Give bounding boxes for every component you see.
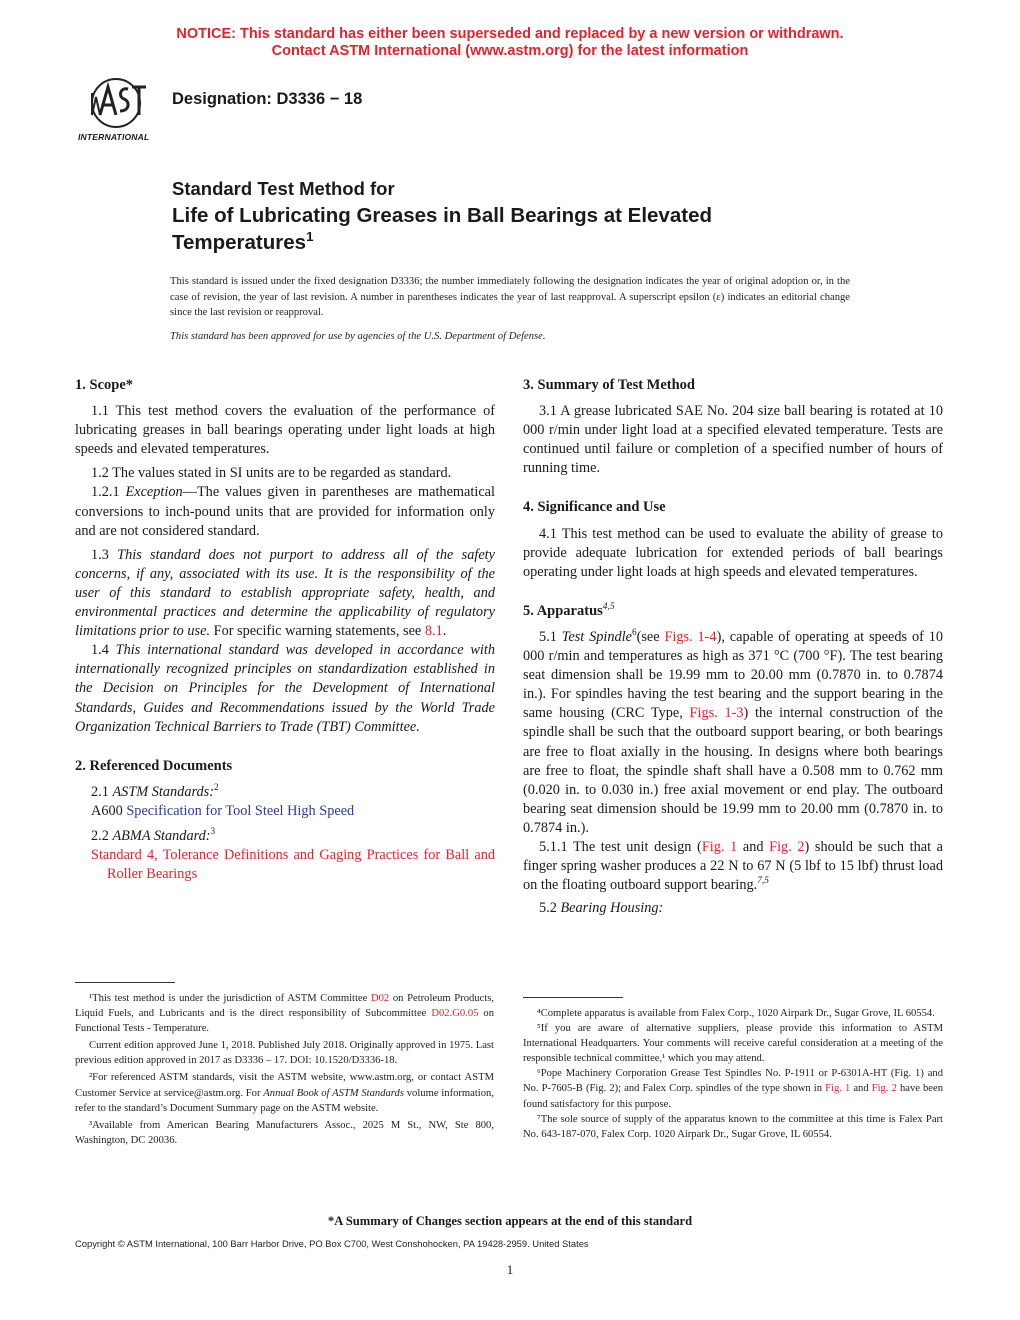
footnotes-left [75, 991, 494, 1148]
footnote-6-b: have been found satisfactory for this purpose. [523, 1083, 944, 1110]
para-1-1: 1.1 This test method covers the evaluation of the performance of lubricating greases in ball bearings operating under light loads at high speeds and elevated temperatures. [75, 403, 495, 458]
para-3-1: 3.1 A grease lubricated SAE No. 204 size ball bearing is rotated at 10 000 r/min under light load at a specified elevated temperature. Tests are continued until failure or completion of a specified number of hours of running time. [523, 403, 943, 477]
footnote-2-book: Annual Book of ASTM Standards [263, 1087, 404, 1099]
right-column [523, 376, 943, 918]
para-4-1: 4.1 This test method can be used to evaluate the ability of grease to provide adequate lubrication for extended periods of ball bearings operating under light loads at high speeds and elevated temperatures. [523, 525, 943, 580]
para-1-2: 1.2 The values stated in SI units are to be regarded as standard. [91, 465, 452, 482]
para-5-1 [523, 628, 943, 838]
test-spindle-label: Test Spindle [561, 628, 632, 645]
footnote-3: ³Available from American Bearing Manufacturers Assoc., 2025 M St., NW, Ste 800, Washington, DC 20036. [75, 1119, 494, 1146]
page-number: 1 [506, 1262, 514, 1277]
link-standard-4[interactable]: Standard 4 [91, 847, 155, 864]
link-fn-fig-2[interactable]: Fig. 2 [871, 1083, 897, 1095]
para-1-3-caution: This standard does not purport to address all of the safety concerns, if any, associated with its use. It is the responsibility of the user of this standard to establish appropriate safety, health, and environmental practices and determine the applicability of regulatory limitations prior to use. [75, 546, 495, 640]
section-3-heading: 3. Summary of Test Method [523, 377, 695, 393]
footnote-5: ⁵If you are aware of alternative suppliers, please provide this information to ASTM International Headquarters. Your comments will receive careful consideration at a meeting of the responsible technical committee,¹ which you may attend. [523, 1023, 943, 1065]
footnote-1-c: on Functional Tests - Temperature. [75, 1008, 494, 1035]
footnote-divider-left [75, 982, 175, 983]
para-1-3-end: . [442, 623, 447, 640]
link-d02[interactable]: D02 [370, 993, 390, 1004]
logo-label: INTERNATIONAL [78, 132, 150, 142]
link-fig-2[interactable]: Fig. 2 [769, 838, 805, 855]
summary-of-changes-note: *A Summary of Changes section appears at the end of this standard [327, 1214, 693, 1228]
para-1-3 [75, 546, 495, 641]
para-5-2-num: 5.2 [539, 900, 561, 917]
footnote-ref-3: 3 [210, 827, 216, 838]
footnote-4: ⁴Complete apparatus is available from Falex Corp., 1020 Airpark Dr., Sugar Grove, IL 60554. [537, 1008, 935, 1019]
notice-line-2: Contact ASTM International (www.astm.org) for the latest information [271, 43, 749, 59]
footnote-2-b: volume information, refer to the standard’s Document Summary page on the ASTM website. [75, 1087, 494, 1114]
link-fig-1[interactable]: Fig. 1 [701, 838, 738, 855]
para-5-1-1-a: 5.1.1 The test unit design ( [539, 838, 702, 855]
astm-standards-label: ASTM Standards: [112, 783, 214, 800]
designation: Designation: D3336 − 18 [172, 90, 363, 108]
para-5-1-1-and: and [737, 838, 770, 855]
footnote-7: ⁷The sole source of supply of the apparatus known to the committee at this time is Falex Part No. 643-187-070, Falex Corp. 1020 Airpark Dr., Sugar Grove, IL 60554. [523, 1113, 943, 1140]
para-1-3-num: 1.3 [91, 546, 118, 563]
abma-standard-label: ABMA Standard: [112, 827, 211, 844]
footnote-2-a: ²For referenced ASTM standards, visit the ASTM website, www.astm.org, or contact ASTM Customer Service at service@astm.org. For [75, 1072, 494, 1099]
notice-line-1: NOTICE: This standard has either been superseded and replaced by a new version or withdrawn. [176, 26, 844, 42]
left-column [75, 376, 495, 884]
para-2-2-num: 2.2 [91, 827, 113, 844]
section-2-heading: 2. Referenced Documents [75, 757, 233, 774]
para-5-1-a: (see [636, 628, 665, 645]
section-1-heading: 1. Scope* [75, 377, 133, 393]
para-2-2 [75, 827, 495, 846]
link-section-8-1[interactable]: 8.1 [424, 623, 443, 640]
issuance-note: This standard is issued under the fixed designation D3336; the number immediately following the designation indicates the year of original adoption or, in the case of revision, the year of last revision. A number in parentheses indicates the year of last reapproval. A superscript epsilon (ε) indicates an editorial change since the last revision or reapproval. [170, 276, 850, 318]
link-tolerance-definitions[interactable]: Tolerance Definitions and Gaging Practices for Ball and Roller Bearings [107, 847, 496, 883]
footnote-6 [523, 1066, 943, 1111]
para-5-1-num: 5.1 [539, 628, 562, 645]
link-fn-fig-1[interactable]: Fig. 1 [825, 1083, 851, 1095]
footnote-1-a: ¹This test method is under the jurisdiction of ASTM Committee [89, 993, 371, 1004]
link-a600[interactable]: Specification for Tool Steel High Speed [126, 802, 355, 819]
para-5-1-1-b: ) should be such that a finger spring washer produces a 22 N to 67 N (5 lbf to 15 lbf) thrust load on the floating outboard support bearing. [523, 838, 943, 894]
title-line-2: Life of Lubricating Greases in Ball Bearings at Elevated [172, 204, 712, 227]
para-1-2-1 [75, 483, 495, 540]
link-figs-1-4[interactable]: Figs. 1-4 [664, 628, 717, 645]
para-5-1-b: ), capable of operating at speeds of 10 000 r/min and temperatures as high as 371 °C (700 °F). The test bearing seat dimension shall be 19.99 mm to 20.00 mm (0.7870 in. to 0.7874 in.). For spindles having the test bearing and the support bearing in the same housing (CRC Type, [523, 628, 943, 722]
title-line-3-text: Temperatures [172, 231, 307, 254]
copyright-line: Copyright © ASTM International, 100 Barr Harbor Drive, PO Box C700, West Conshohocken, PA 19428-2959. United States [75, 1238, 589, 1249]
footnote-1 [75, 991, 494, 1036]
para-1-4-text: This international standard was developed in accordance with internationally recognized principles on standardization established in the Decision on Principles for the Development of International Standards, Guides and Recommendations issued by the World Trade Organization Technical Barriers to Trade (TBT) Committee. [75, 642, 495, 735]
ref-a600-code: A600 [91, 802, 127, 819]
link-d02-g0-05[interactable]: D02.G0.05 [431, 1008, 479, 1020]
document-title [172, 175, 712, 256]
footnote-divider-right [523, 997, 623, 998]
ref-a600 [75, 802, 495, 821]
footnote-6-and: and [850, 1083, 872, 1095]
footnote-2 [75, 1070, 494, 1115]
para-5-2 [523, 899, 943, 918]
para-5-1-1 [523, 838, 943, 895]
ref-standard-4 [75, 846, 495, 884]
section-4-heading: 4. Significance and Use [523, 499, 666, 516]
footnote-ref-6: 6 [631, 628, 637, 639]
para-2-1-num: 2.1 [91, 783, 113, 800]
para-1-2-1-num: 1.2.1 [91, 484, 126, 501]
footnote-ref-4-5: 4,5 [602, 602, 615, 613]
para-5-1-c: ) the internal construction of the spindle shall be such that the outboard support bearing, or both bearings are free to float axially in the housing. In designs where both bearings are free to float, the spindle shaft shall have a 0.508 mm to 0.762 mm (0.020 in. to 0.030 in.) free axial movement or end play. The outboard bearing seat dimension should be 19.99 mm to 20.00 mm (0.7870 in. to 0.7874 in.). [523, 705, 944, 836]
footnote-ref-7-5: 7,5 [757, 876, 769, 887]
footnote-1-b: on Petroleum Products, Liquid Fuels, and Lubricants and is the direct responsibility of Subcommittee [75, 993, 495, 1020]
ref-separator: , [154, 847, 163, 864]
footnote-1-edition: Current edition approved June 1, 2018. Published July 2018. Originally approved in 1975. Last previous edition approved in 2017 as D3336 – 17. DOI: 10.1520/D3336-18. [75, 1040, 494, 1067]
exception-label: Exception [125, 484, 183, 501]
footnotes-right [523, 1006, 943, 1142]
para-1-4-num: 1.4 [91, 642, 116, 659]
title-footnote-ref: 1 [306, 229, 314, 245]
section-5-heading [523, 602, 943, 621]
section-5-title: 5. Apparatus [523, 602, 603, 619]
para-2-1 [75, 783, 495, 802]
notice-banner [0, 26, 1020, 60]
title-line-3 [172, 229, 712, 256]
title-line-1: Standard Test Method for [172, 178, 395, 199]
link-figs-1-3[interactable]: Figs. 1-3 [689, 705, 744, 722]
para-1-2-1-text: —The values given in parentheses are mathematical conversions to inch-pound units that are provided for information only and are not considered standard. [75, 484, 496, 539]
footnote-6-a: ⁶Pope Machinery Corporation Grease Test Spindles No. P-1911 or P-6301A-HT (Fig. 1) and No. P-7605-B (Fig. 2); and Falex Corp. spindles of the type shown in [523, 1068, 943, 1095]
para-1-3-text: For specific warning statements, see [210, 623, 425, 640]
footnote-ref-2: 2 [214, 783, 219, 794]
astm-logo [70, 75, 166, 145]
bearing-housing-label: Bearing Housing: [560, 900, 664, 917]
approval-note: This standard has been approved for use by agencies of the U.S. Department of Defense. [170, 331, 546, 342]
para-1-4 [75, 641, 495, 736]
